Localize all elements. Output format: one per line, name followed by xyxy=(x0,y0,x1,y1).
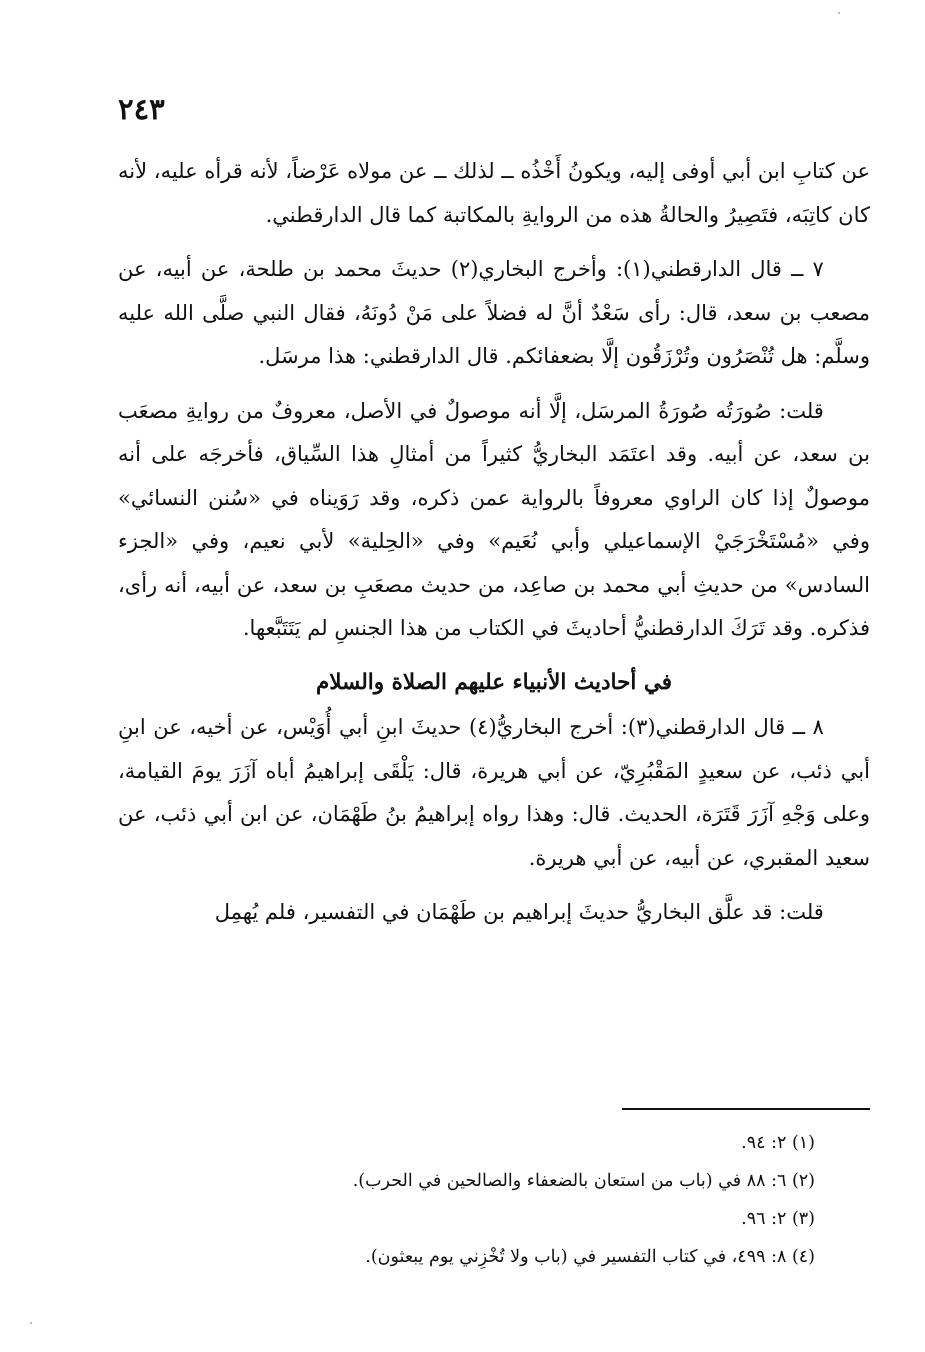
footnote-separator xyxy=(622,1108,870,1110)
paragraph-1: عن كتابِ ابن أبي أوفى إليه، ويكونُ أَخْذُه ــ لذلك ــ عن مولاه عَرْضاً، لأنه قرأه عليه، لأنه كان كاتِبَه، فتَصِيرُ والحالةُ هذه من الروايةِ بالمكاتبة كما قال الدارقطني. xyxy=(118,159,870,227)
footnotes xyxy=(118,1124,815,1276)
paragraph-5: قلت: قد علَّق البخاريُّ حديثَ إبراهيم بن طَهْمَان في التفسير، فلم يُهمِل xyxy=(214,900,824,924)
footnote-3: (٣) ٢: ٩٦. xyxy=(741,1209,815,1229)
scan-speck xyxy=(838,12,840,14)
footnote-1: (١) ٢: ٩٤. xyxy=(741,1133,815,1153)
paragraph-3: قلت: صُورَتُه صُورَةُ المرسَل، إلَّا أنه موصولٌ في الأصل، معروفٌ من روايةِ مصعَب بن سعد، عن أبيه. وقد اعتَمَد البخاريُّ كثيراً من أمثالِ هذا السِّياق، فأخرجَه على أنه موصولٌ إذا كان الراوي معروفاً بالرواية عمن ذكره، وقد رَوَيناه في «سُنن النسائي» وفي «مُسْتَخْرَجَيْ الإسماعيلي وأبي نُعَيم» وفي «الحِلية» لأبي نعيم، وفي «الجزء السادس» من حديثِ أبي محمد بن صاعِد، من حديث مصعَبِ بن سعد، عن أبيه، أنه رأى، فذكره. وقد تَرَكَ الدارقطنيُّ أحاديثَ في الكتاب من هذا الجنسِ لم يَتَتَبَّعها. xyxy=(118,398,870,640)
section-heading: في أحاديث الأنبياء عليهم الصلاة والسلام xyxy=(315,669,673,695)
footnote-2: (٢) ٦: ٨٨ في (باب من استعان بالضعفاء والصالحين في الحرب). xyxy=(352,1171,815,1191)
page-number: ٢٤٣ xyxy=(118,92,165,126)
footnote-4: (٤) ٨: ٤٩٩، في كتاب التفسير في (باب ولا تُخْزِني يوم يبعثون). xyxy=(365,1247,815,1267)
paragraph-4: ٨ ــ قال الدارقطني(٣): أخرج البخاريُّ(٤) حديثَ ابنِ أبي أُوَيْس، عن أخيه، عن ابنِ أبي ذئب، عن سعيدٍ المَقْبُرِيّ، عن أبي هريرة، قال: يَلْقَى إبراهيمُ أباه آزَرَ يومَ القيامة، وعلى وَجْهِ آزَرَ قَتَرَة، الحديث. قال: وهذا رواه إبراهيمُ بنُ طَهْمَان، عن ابن أبي ذئب، عن سعيد المقبري، عن أبيه، عن أبي هريرة. xyxy=(118,715,870,870)
paragraph-2: ٧ ــ قال الدارقطني(١): وأخرج البخاري(٢) حديثَ محمد بن طلحة، عن أبيه، عن مصعب بن سعد، قال: رأى سَعْدٌ أنَّ له فضلاً على مَنْ دُونَهُ، فقال النبي صلَّى الله عليه وسلَّم: هل تُنْصَرُون وتُرْزَقُون إلَّا بضعفائكم. قال الدارقطني: هذا مرسَل. xyxy=(118,257,870,368)
scan-speck xyxy=(30,1322,32,1324)
main-text xyxy=(118,150,870,935)
